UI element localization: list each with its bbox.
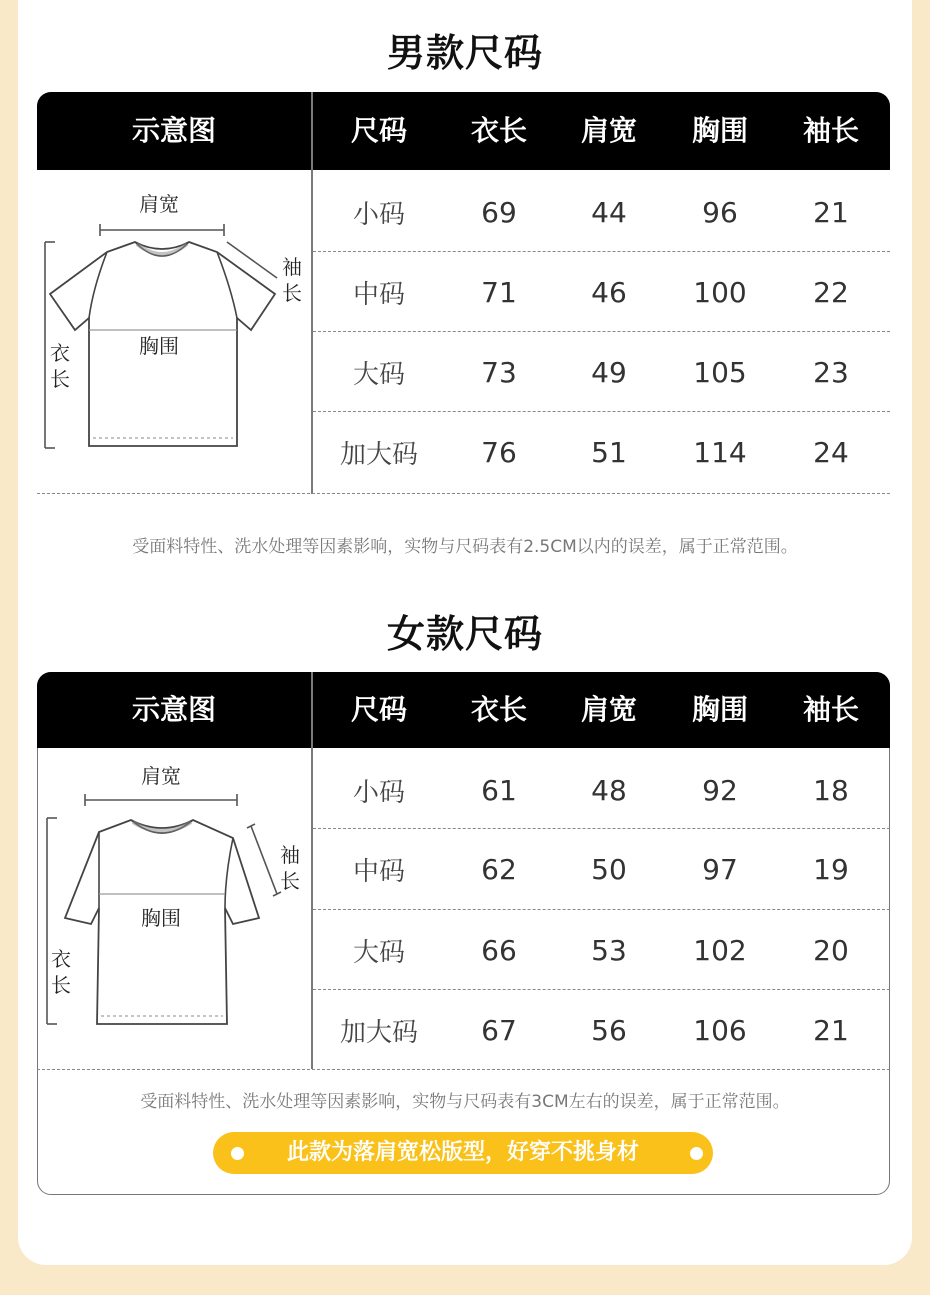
cell-shoulder: 49 xyxy=(591,356,627,389)
cell-sleeve: 23 xyxy=(813,356,849,389)
diagram-label-length: 衣长 xyxy=(51,947,71,997)
male-tshirt-diagram xyxy=(37,170,311,494)
cell-length: 66 xyxy=(481,934,517,967)
diagram-label-sleeve: 袖长 xyxy=(282,255,302,305)
cell-chest: 102 xyxy=(693,934,747,967)
cell-chest: 97 xyxy=(702,853,738,886)
table-row xyxy=(313,990,890,1070)
cell-chest: 100 xyxy=(693,276,747,309)
cell-shoulder: 50 xyxy=(591,853,627,886)
cell-length: 73 xyxy=(481,356,517,389)
cell-shoulder: 46 xyxy=(591,276,627,309)
cell-sleeve: 19 xyxy=(813,853,849,886)
female-size-table xyxy=(37,672,890,1070)
header-length: 衣长 xyxy=(470,693,527,726)
cell-size: 中码 xyxy=(352,857,405,887)
female-note: 受面料特性、洗水处理等因素影响，实物与尺码表有3CM左右的误差，属于正常范围。 xyxy=(140,1092,790,1112)
header-diagram: 示意图 xyxy=(131,693,216,726)
header-shoulder: 肩宽 xyxy=(580,114,637,147)
bullet-dot-icon xyxy=(690,1147,703,1160)
cell-shoulder: 51 xyxy=(591,436,627,469)
cell-length: 71 xyxy=(481,276,517,309)
table-row xyxy=(313,412,890,494)
cell-length: 69 xyxy=(481,196,517,229)
header-size: 尺码 xyxy=(350,114,407,147)
cell-sleeve: 21 xyxy=(813,196,849,229)
diagram-label-sleeve: 袖长 xyxy=(280,843,300,893)
cell-size: 大码 xyxy=(352,360,405,390)
cell-chest: 105 xyxy=(693,356,747,389)
header-shoulder: 肩宽 xyxy=(580,693,637,726)
cell-size: 中码 xyxy=(352,280,405,310)
male-note: 受面料特性、洗水处理等因素影响，实物与尺码表有2.5CM以内的误差，属于正常范围。 xyxy=(132,537,798,557)
cell-length: 62 xyxy=(481,853,517,886)
table-row xyxy=(313,910,890,990)
header-sleeve: 袖长 xyxy=(802,693,859,726)
cell-shoulder: 48 xyxy=(591,774,627,807)
table-bottom-divider xyxy=(37,493,890,494)
header-chest: 胸围 xyxy=(691,693,748,726)
bullet-dot-icon xyxy=(231,1147,244,1160)
male-table-header xyxy=(37,92,890,170)
header-diagram: 示意图 xyxy=(131,114,216,147)
female-section-title: 女款尺码 xyxy=(386,612,543,656)
cell-length: 67 xyxy=(481,1014,517,1047)
table-row xyxy=(313,170,890,252)
female-table-header xyxy=(37,672,890,748)
header-size: 尺码 xyxy=(350,693,407,726)
cell-shoulder: 56 xyxy=(591,1014,627,1047)
cell-shoulder: 53 xyxy=(591,934,627,967)
diagram-label-length: 衣长 xyxy=(50,341,70,391)
cell-sleeve: 20 xyxy=(813,934,849,967)
cell-sleeve: 24 xyxy=(813,436,849,469)
diagram-label-shoulder: 肩宽 xyxy=(139,192,179,216)
diagram-label-shoulder: 肩宽 xyxy=(141,764,181,788)
header-length: 衣长 xyxy=(470,114,527,147)
cell-size: 大码 xyxy=(352,938,405,968)
diagram-label-chest: 胸围 xyxy=(139,334,179,358)
cell-chest: 106 xyxy=(693,1014,747,1047)
female-tshirt-diagram xyxy=(37,748,311,1070)
cell-shoulder: 44 xyxy=(591,196,627,229)
cell-sleeve: 21 xyxy=(813,1014,849,1047)
table-row xyxy=(313,252,890,332)
cell-length: 61 xyxy=(481,774,517,807)
cell-size: 加大码 xyxy=(339,440,418,470)
table-row xyxy=(313,829,890,910)
table-row xyxy=(313,748,890,829)
header-sleeve: 袖长 xyxy=(802,114,859,147)
table-row xyxy=(313,332,890,412)
fit-badge-text: 此款为落肩宽松版型，好穿不挑身材 xyxy=(286,1140,639,1165)
table-bottom-divider xyxy=(37,1069,890,1070)
cell-size: 加大码 xyxy=(339,1018,418,1048)
cell-size: 小码 xyxy=(352,200,405,230)
cell-chest: 92 xyxy=(702,774,738,807)
cell-chest: 96 xyxy=(702,196,738,229)
cell-length: 76 xyxy=(481,436,517,469)
cell-size: 小码 xyxy=(352,778,405,808)
cell-sleeve: 18 xyxy=(813,774,849,807)
fit-badge xyxy=(213,1132,713,1174)
male-section-title: 男款尺码 xyxy=(386,31,543,75)
diagram-label-chest: 胸围 xyxy=(141,906,181,930)
cell-chest: 114 xyxy=(693,436,747,469)
male-size-table xyxy=(37,92,890,494)
header-chest: 胸围 xyxy=(691,114,748,147)
cell-sleeve: 22 xyxy=(813,276,849,309)
